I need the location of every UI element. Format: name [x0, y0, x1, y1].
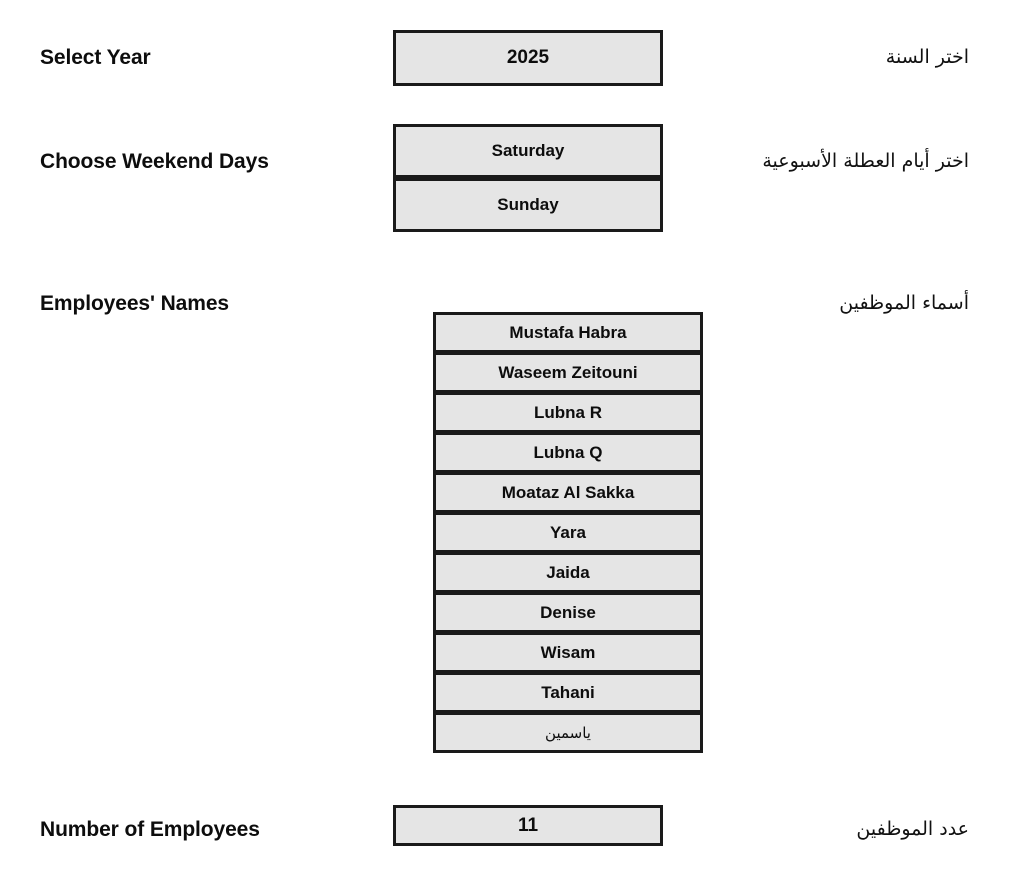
employees-names-label-en: Employees' Names	[40, 292, 229, 315]
number-of-employees-row	[0, 805, 1024, 846]
select-year-row	[0, 30, 1024, 86]
weekend-day-option-saturday[interactable]: Saturday	[393, 124, 663, 178]
employee-name-item[interactable]: ياسمين	[433, 712, 703, 753]
employees-names-label-ar: أسماء الموظفين	[839, 292, 969, 314]
choose-weekend-days-label-en: Choose Weekend Days	[40, 150, 269, 173]
employee-name-item[interactable]: Wisam	[433, 632, 703, 673]
employees-names-row	[0, 279, 1024, 316]
select-year-field-group	[393, 30, 663, 86]
employee-name-item[interactable]: Yara	[433, 512, 703, 553]
employees-names-list	[433, 312, 703, 753]
number-of-employees-label-ar: عدد الموظفين	[856, 818, 969, 840]
employee-name-item[interactable]: Tahani	[433, 672, 703, 713]
weekend-day-option-sunday[interactable]: Sunday	[393, 178, 663, 232]
select-year-value-box[interactable]: 2025	[393, 30, 663, 86]
number-of-employees-value-box[interactable]: 11	[393, 805, 663, 846]
employee-name-item[interactable]: Lubna R	[433, 392, 703, 433]
employee-name-item[interactable]: Waseem Zeitouni	[433, 352, 703, 393]
number-of-employees-label-en: Number of Employees	[40, 818, 260, 841]
choose-weekend-days-label-ar: اختر أيام العطلة الأسبوعية	[762, 150, 969, 172]
number-of-employees-field-group	[393, 805, 663, 846]
employee-name-item[interactable]: Moataz Al Sakka	[433, 472, 703, 513]
select-year-label-en: Select Year	[40, 46, 151, 69]
select-year-label-ar: اختر السنة	[885, 46, 969, 68]
employee-name-item[interactable]: Denise	[433, 592, 703, 633]
choose-weekend-days-row	[0, 124, 1024, 232]
employee-name-item[interactable]: Jaida	[433, 552, 703, 593]
employee-name-item[interactable]: Mustafa Habra	[433, 312, 703, 353]
weekend-days-option-group	[393, 124, 663, 232]
employee-name-item[interactable]: Lubna Q	[433, 432, 703, 473]
